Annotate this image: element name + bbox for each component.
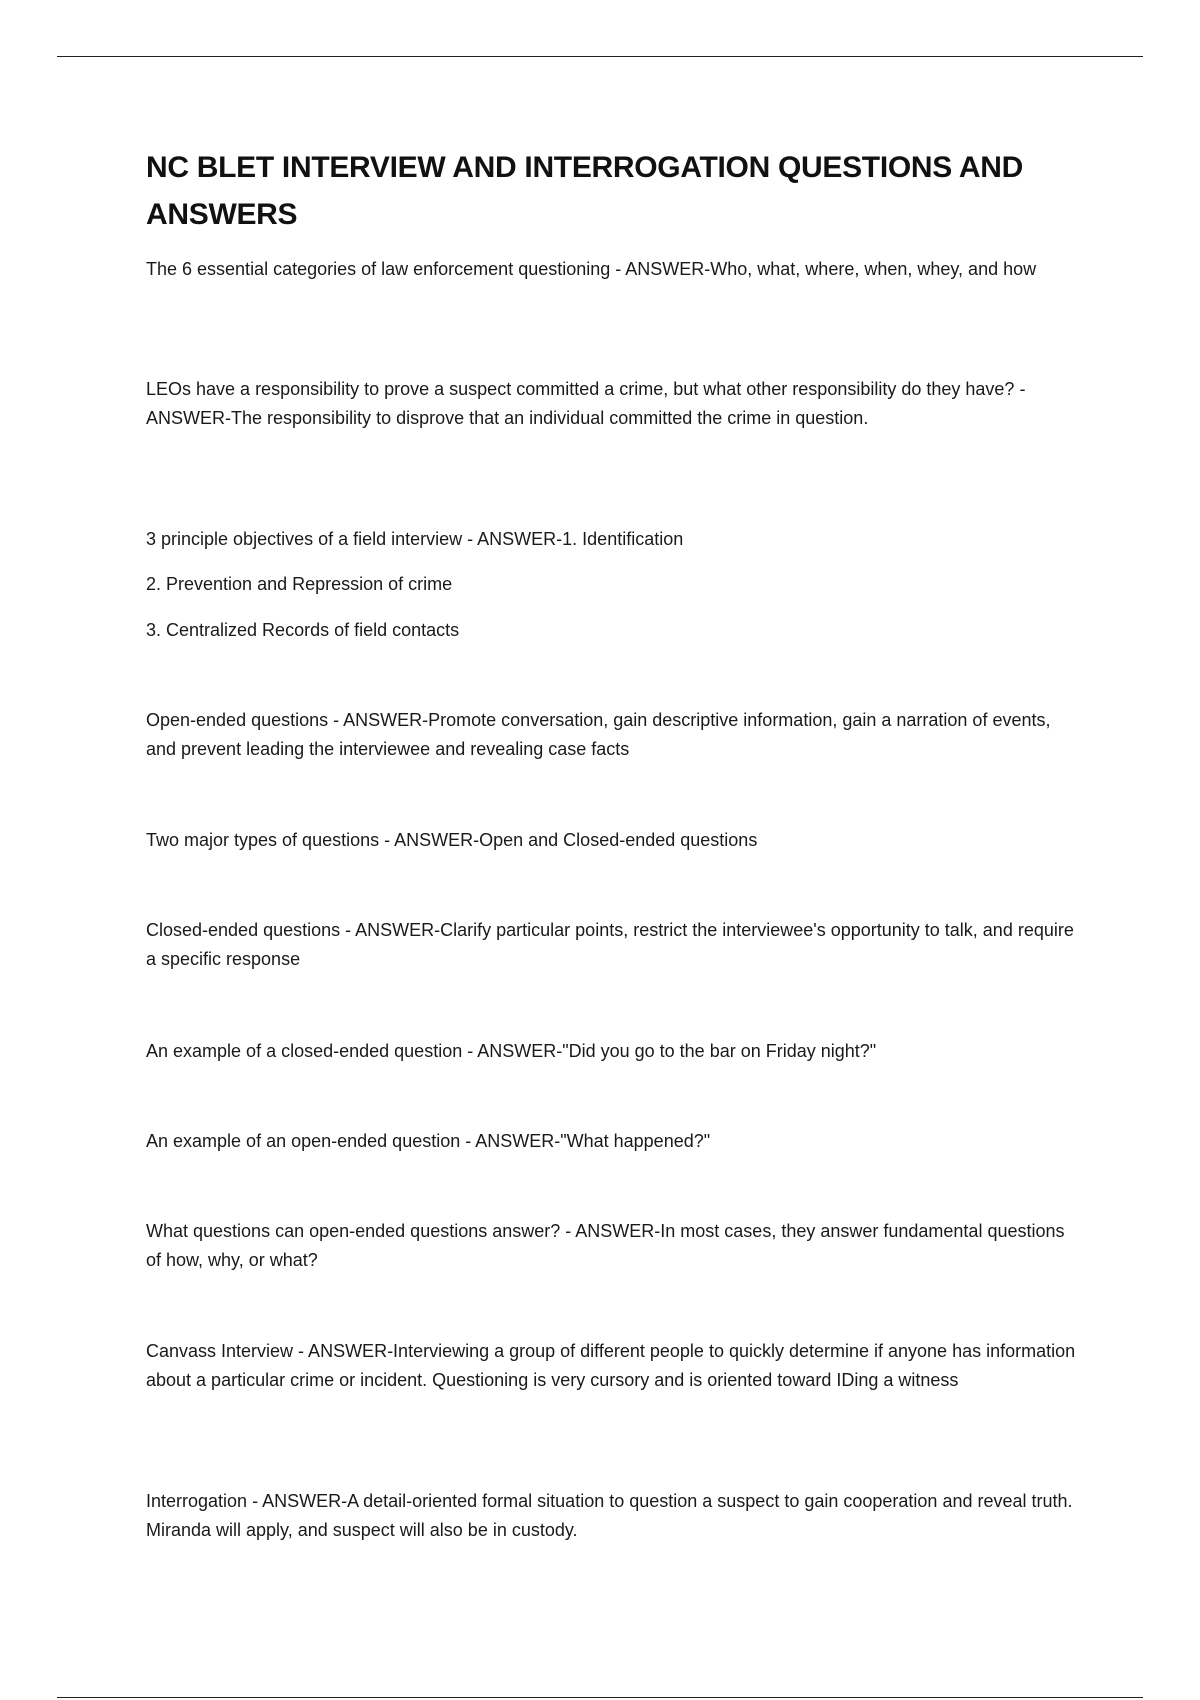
qa-entry: LEOs have a responsibility to prove a suspect committed a crime, but what other responsibility do they have? - ANSWER-The responsibility to disprove that an individual committed the crime in question. <box>146 379 1026 428</box>
qa-entry: Interrogation - ANSWER-A detail-oriented formal situation to question a suspect to gain cooperation and reveal truth. Miranda will apply, and suspect will also be in custody. <box>146 1491 1073 1540</box>
bottom-rule <box>57 1697 1143 1698</box>
top-rule <box>57 56 1143 57</box>
qa-entry: 3 principle objectives of a field interview - ANSWER-1. Identification <box>146 529 684 549</box>
qa-entry: The 6 essential categories of law enforcement questioning - ANSWER-Who, what, where, when, whey, and how <box>146 259 1037 279</box>
qa-entry: Closed-ended questions - ANSWER-Clarify particular points, restrict the interviewee's opportunity to talk, and require a specific response <box>146 920 1074 969</box>
qa-entry: Two major types of questions - ANSWER-Open and Closed-ended questions <box>146 830 758 850</box>
qa-entry: What questions can open-ended questions answer? - ANSWER-In most cases, they answer fundamental questions of how, why, or what? <box>146 1221 1065 1270</box>
qa-entry: An example of a closed-ended question - ANSWER-"Did you go to the bar on Friday night?" <box>146 1041 877 1061</box>
qa-entry-continuation: 3. Centralized Records of field contacts <box>146 620 460 640</box>
qa-entry: Open-ended questions - ANSWER-Promote conversation, gain descriptive information, gain a narration of events, and prevent leading the interviewee and revealing case facts <box>146 710 1051 759</box>
qa-entry: An example of an open-ended question - ANSWER-"What happened?" <box>146 1131 711 1151</box>
qa-entry: Canvass Interview - ANSWER-Interviewing a group of different people to quickly determine if anyone has information about a particular crime or incident. Questioning is very cursory and is oriented toward IDing a witness <box>146 1341 1076 1390</box>
qa-entry-continuation: 2. Prevention and Repression of crime <box>146 574 453 594</box>
document-title: NC BLET INTERVIEW AND INTERROGATION QUESTIONS AND ANSWERS <box>146 151 1023 231</box>
